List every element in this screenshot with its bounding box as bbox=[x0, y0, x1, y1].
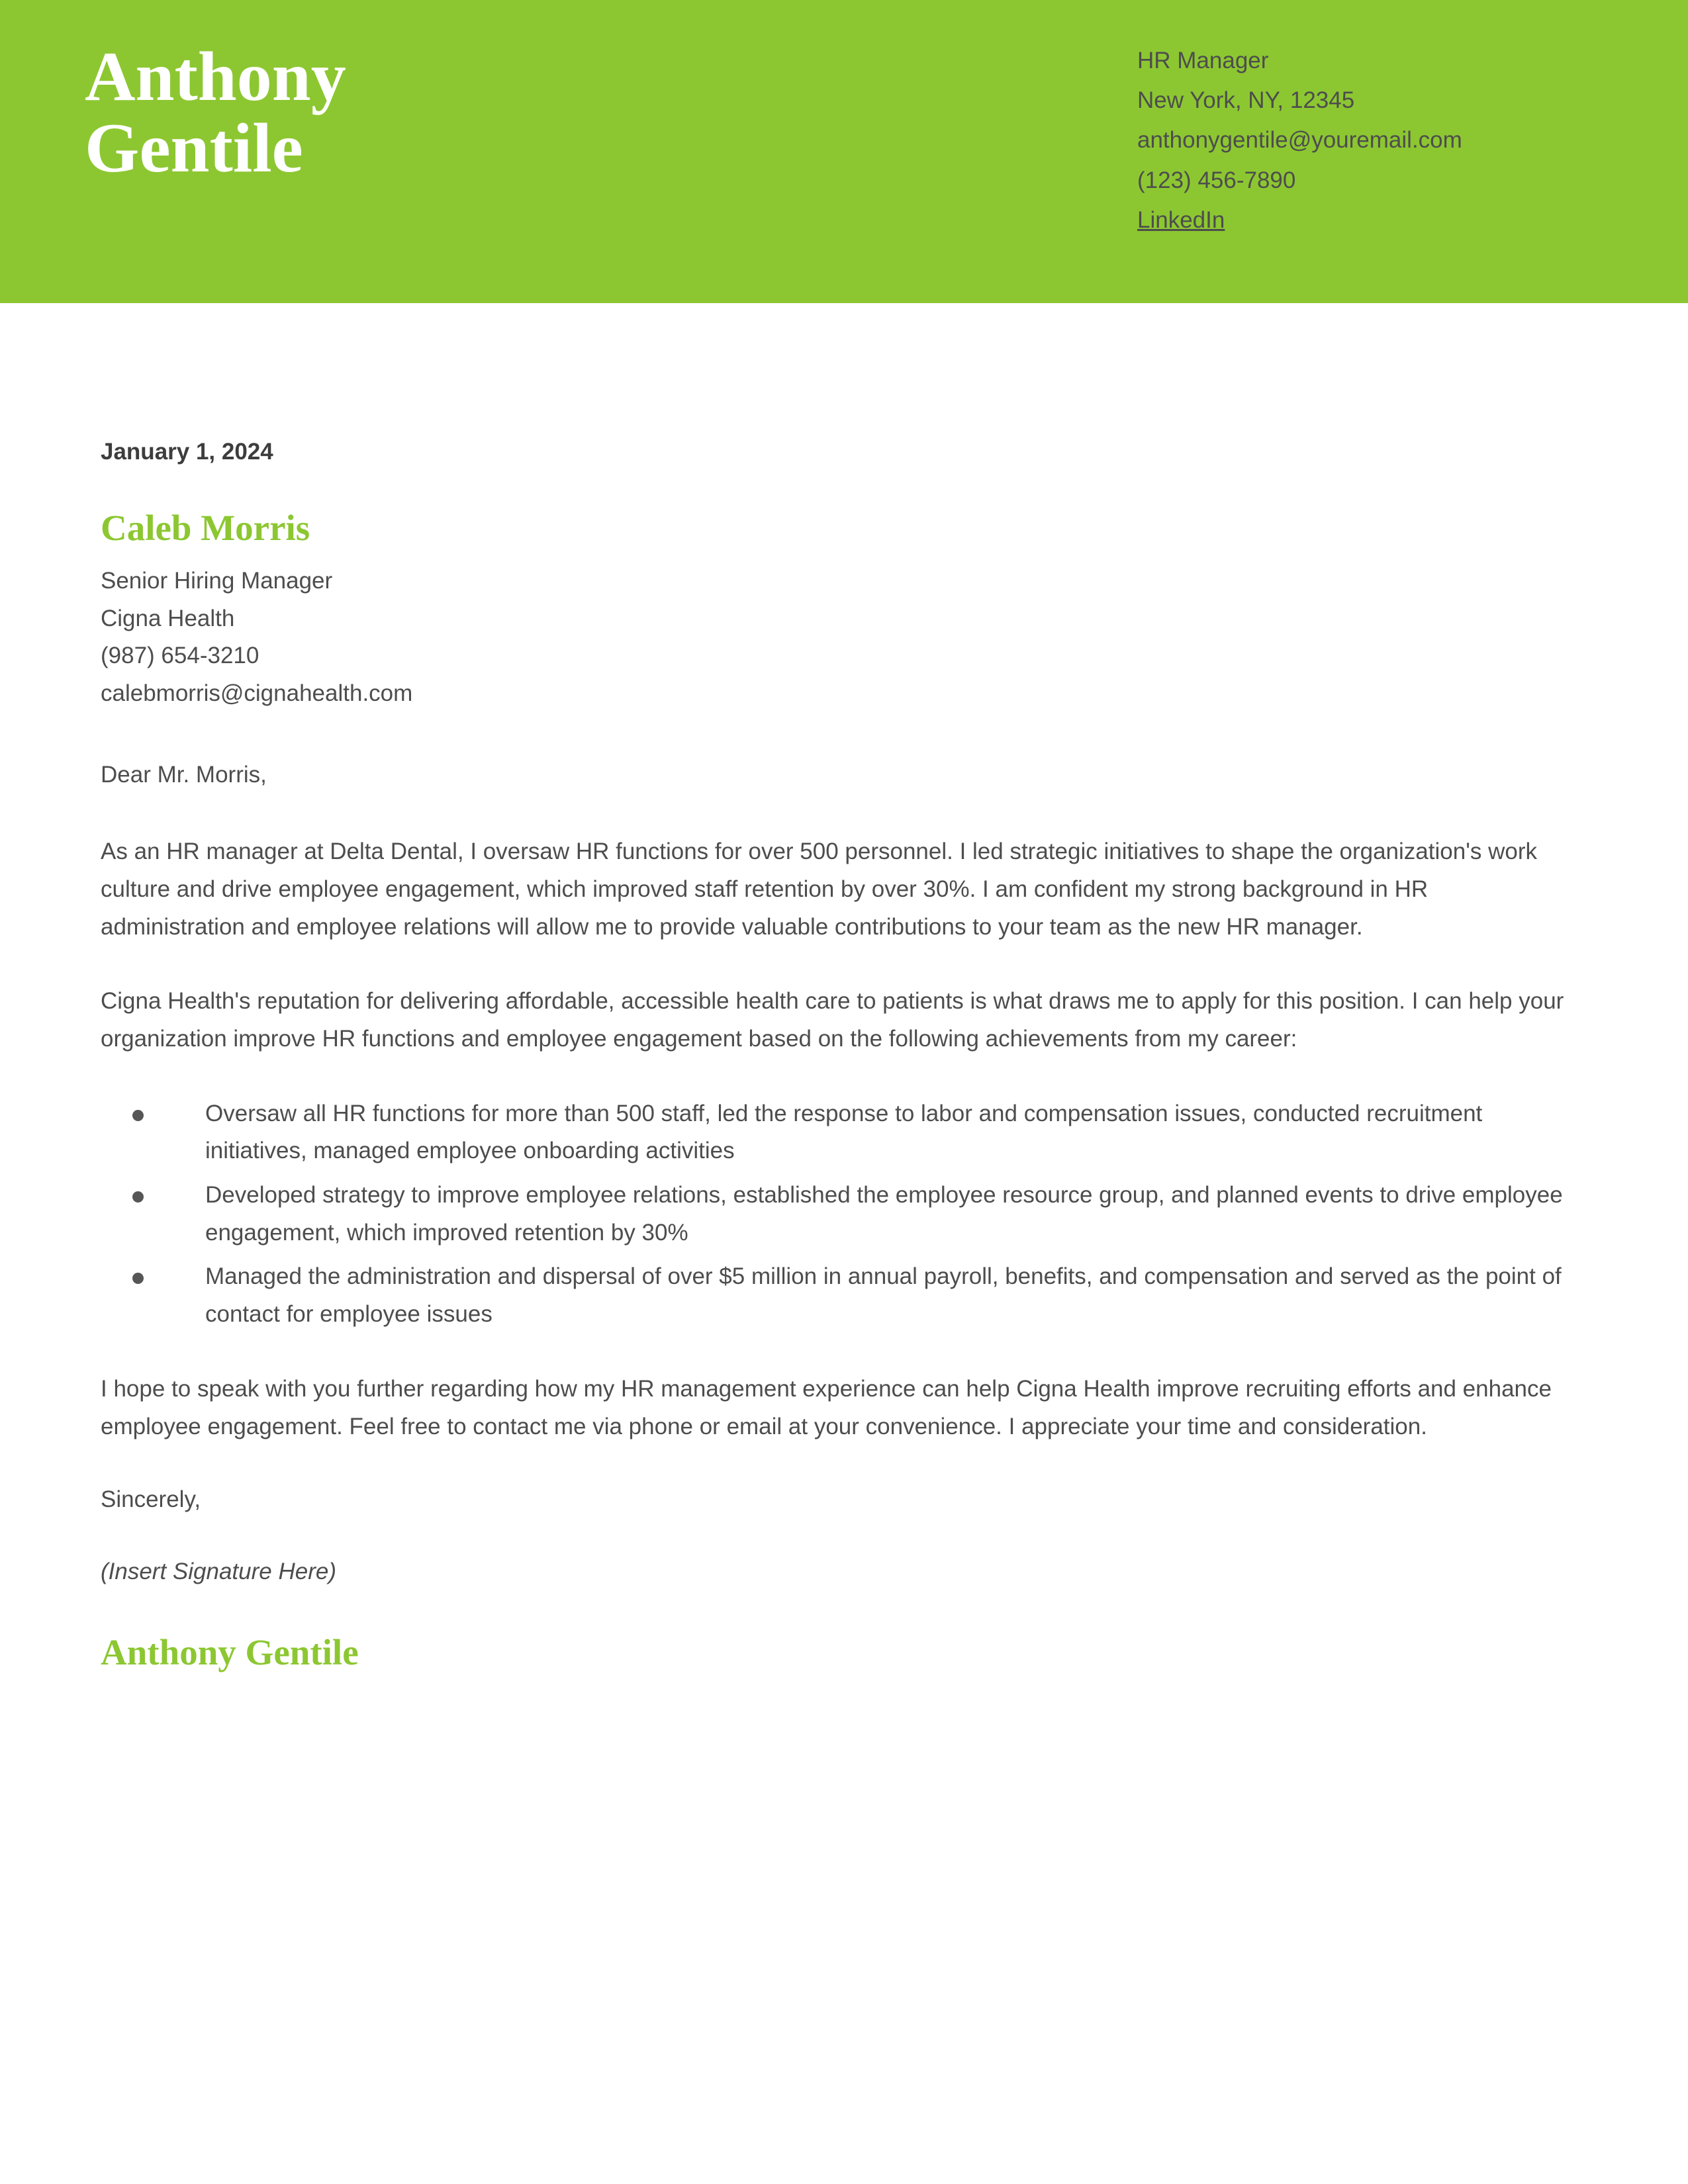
body-paragraph-3: I hope to speak with you further regarding how my HR management experience can help Cigna Health improve recruiting efforts and enhance employee engagement. Feel free to contact me via phone or email at your convenience. I appreciate your time and consideration. bbox=[101, 1375, 1552, 1439]
applicant-location: New York, NY, 12345 bbox=[1137, 87, 1355, 114]
recipient-name: Caleb Morris bbox=[101, 507, 310, 548]
applicant-name-heading bbox=[85, 38, 1011, 187]
signature-name: Anthony Gentile bbox=[101, 1632, 359, 1673]
recipient-phone: (987) 654-3210 bbox=[101, 643, 259, 669]
bullet-icon bbox=[132, 1191, 144, 1203]
list-item bbox=[101, 1258, 1575, 1333]
applicant-last-name: Gentile bbox=[85, 109, 303, 187]
applicant-contact-block bbox=[1137, 41, 1640, 240]
achievements-list bbox=[101, 1095, 1575, 1334]
achievement-text: Developed strategy to improve employee relations, established the employee resource group, and planned events to drive employee engagement, which improved retention by 30% bbox=[205, 1182, 1563, 1246]
recipient-email: calebmorris@cignahealth.com bbox=[101, 680, 413, 707]
closing-salutation: Sincerely, bbox=[101, 1486, 201, 1513]
recipient-company: Cigna Health bbox=[101, 605, 235, 631]
list-item bbox=[101, 1177, 1575, 1251]
signature-placeholder: (Insert Signature Here) bbox=[101, 1558, 336, 1584]
recipient-details bbox=[101, 563, 1575, 713]
list-item bbox=[101, 1095, 1575, 1170]
applicant-phone[interactable]: (123) 456-7890 bbox=[1137, 167, 1296, 193]
salutation: Dear Mr. Morris, bbox=[101, 761, 267, 788]
applicant-email[interactable]: anthonygentile@youremail.com bbox=[1137, 127, 1462, 154]
applicant-job-title: HR Manager bbox=[1137, 48, 1269, 73]
bullet-icon bbox=[132, 1273, 144, 1284]
recipient-title: Senior Hiring Manager bbox=[101, 568, 333, 594]
body-paragraph-1: As an HR manager at Delta Dental, I oversaw HR functions for over 500 personnel. I led strategic initiatives to shape the organization's work culture and drive employee engagement, which improved staff retention by over 30%. I am confident my strong background in HR administration and employee relations will allow me to provide valuable contributions to your team as the new HR manager. bbox=[101, 839, 1537, 940]
letter-body bbox=[101, 437, 1575, 1673]
applicant-first-name: Anthony bbox=[85, 38, 346, 115]
achievement-text: Oversaw all HR functions for more than 500 staff, led the response to labor and compensation issues, conducted recruitment initiatives, managed employee onboarding activities bbox=[205, 1100, 1483, 1164]
achievement-text: Managed the administration and dispersal of over $5 million in annual payroll, benefits, and compensation and served as the point of contact for employee issues bbox=[205, 1263, 1562, 1328]
linkedin-link-wrapper bbox=[1137, 201, 1640, 240]
bullet-icon bbox=[132, 1110, 144, 1121]
header-band bbox=[0, 0, 1688, 303]
body-paragraph-2: Cigna Health's reputation for delivering affordable, accessible health care to patients is what draws me to apply for this position. I can help your organization improve HR functions and employee engagement based on the following achievements from my career: bbox=[101, 988, 1564, 1052]
linkedin-link[interactable]: LinkedIn bbox=[1137, 206, 1225, 233]
letter-date: January 1, 2024 bbox=[101, 439, 273, 465]
